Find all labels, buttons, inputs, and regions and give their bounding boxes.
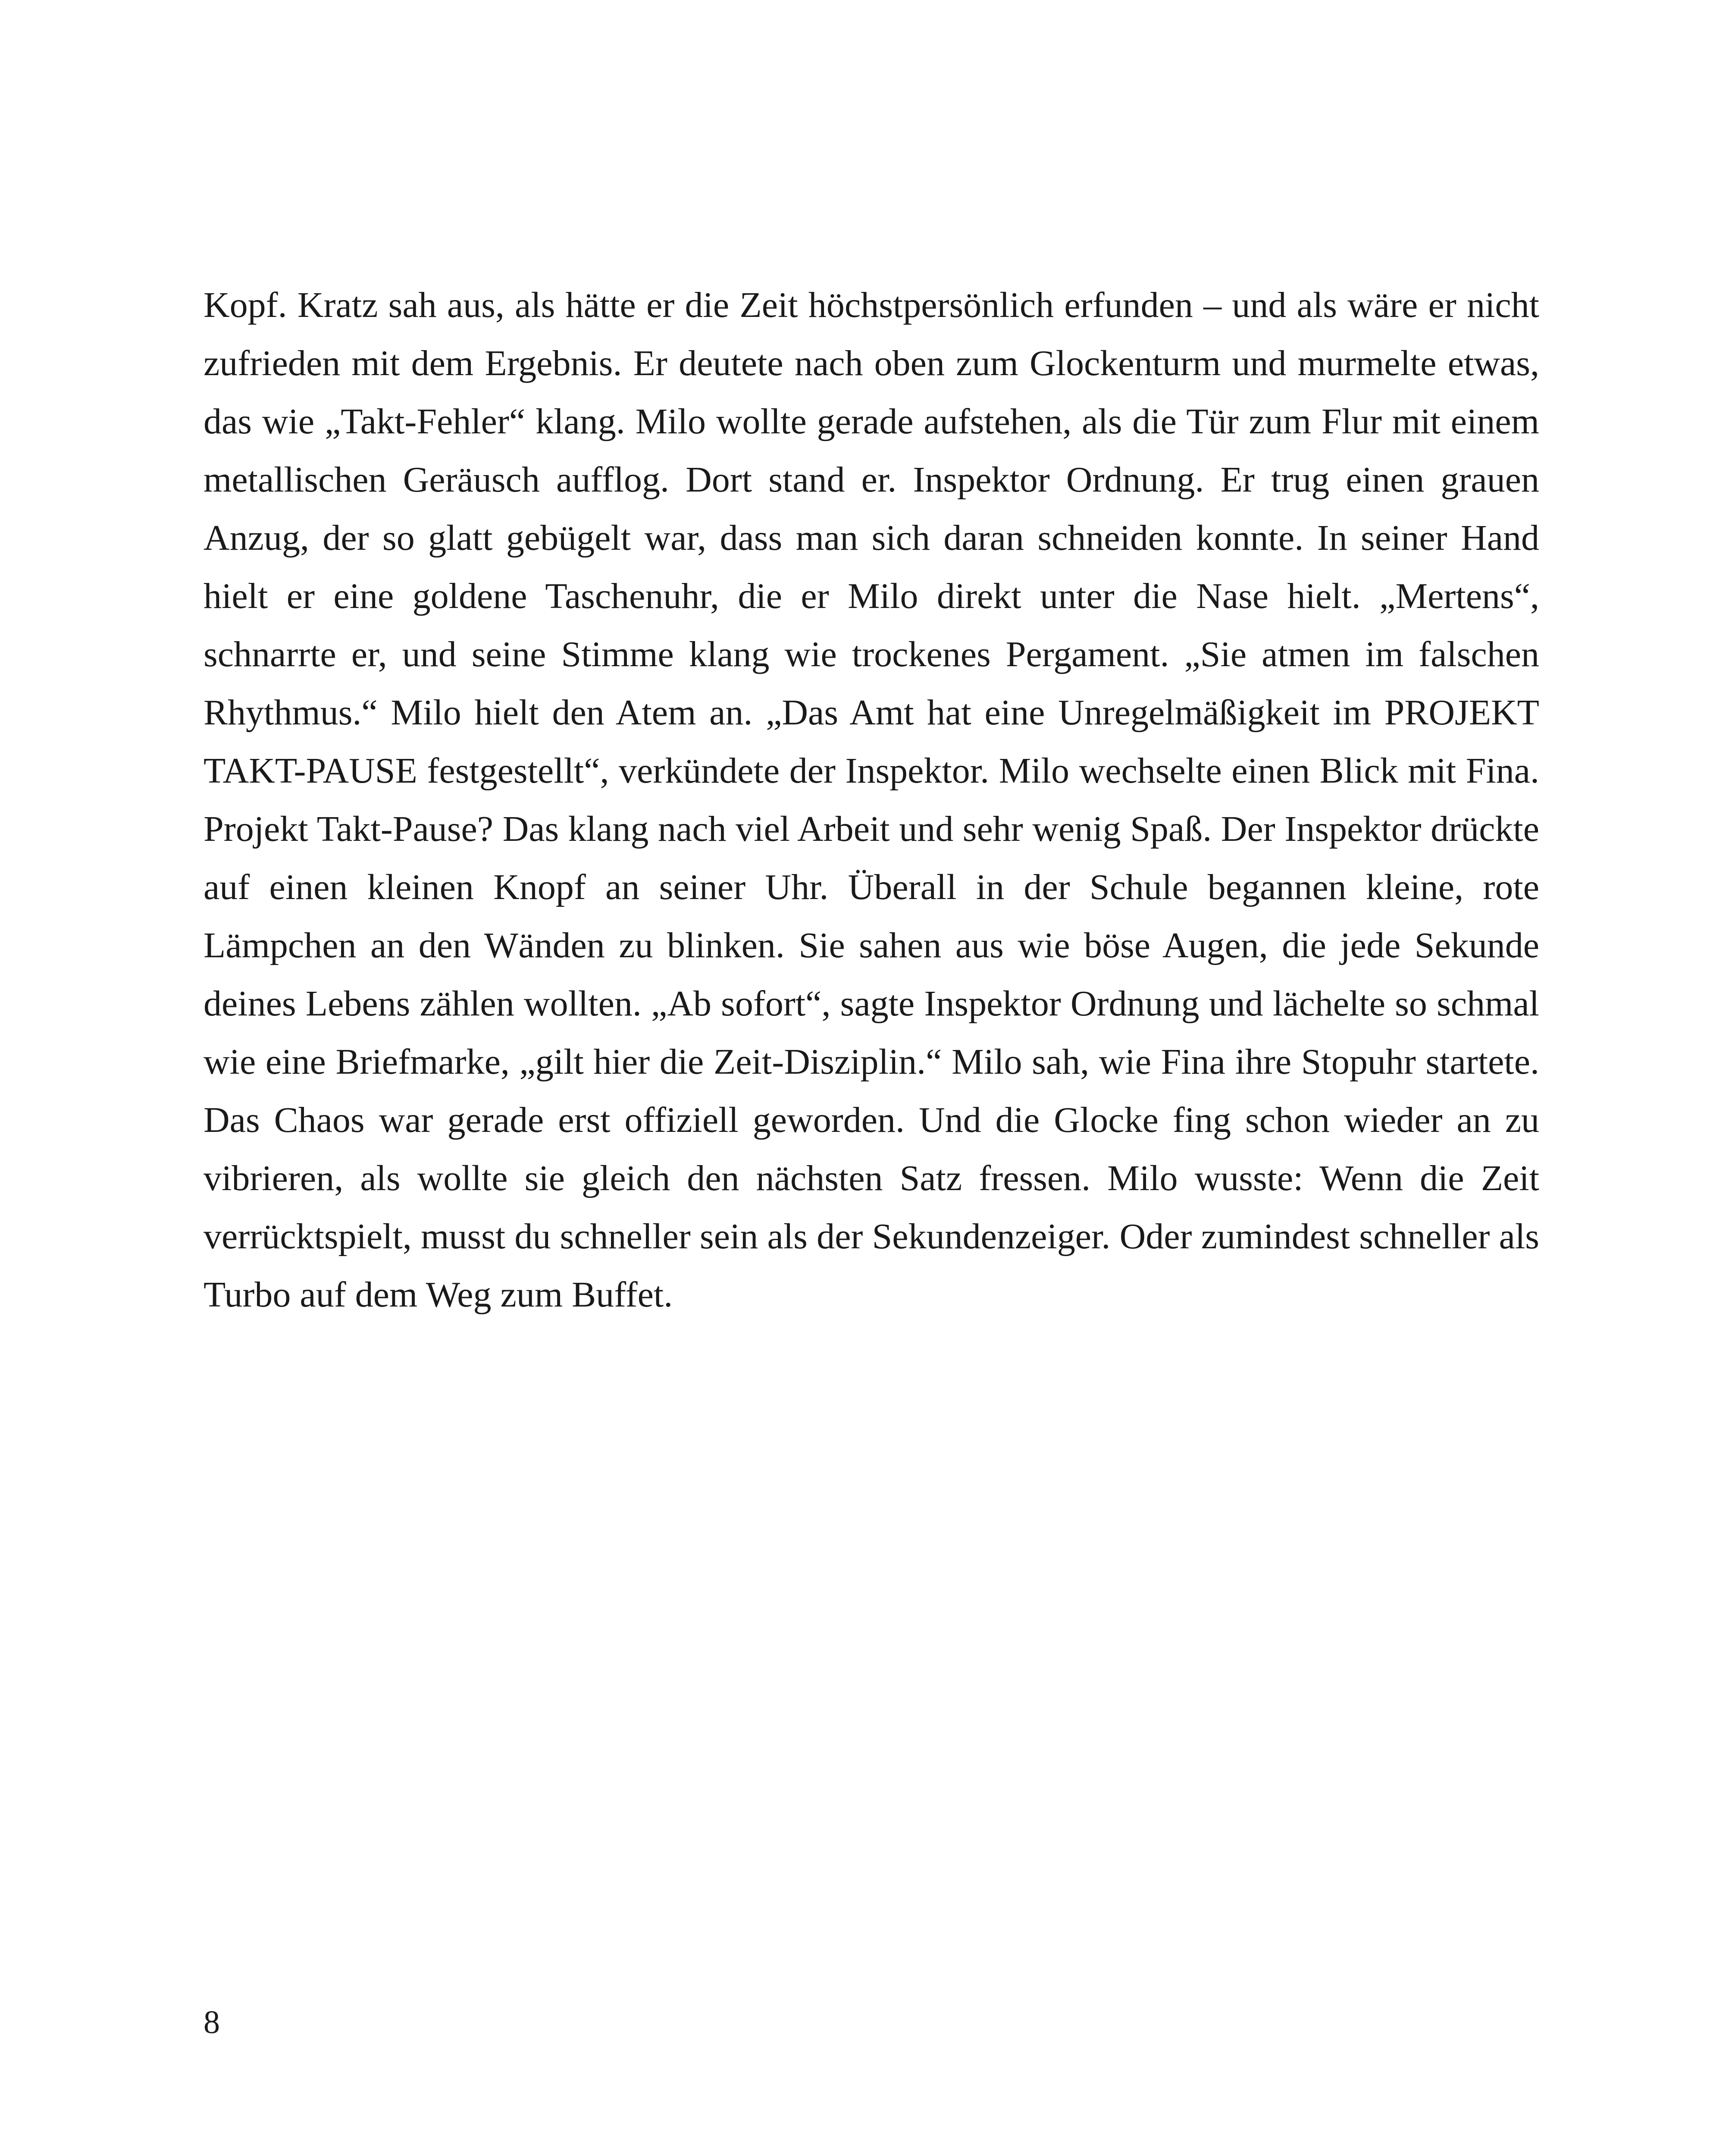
body-paragraph: Kopf. Kratz sah aus, als hätte er die Zeit höchstpersönlich erfunden – und als wäre er nicht zufrieden mit dem Ergebnis. Er deutete nach oben zum Glockenturm und murmelte etwas, das wie „Takt-Fehler“ klang. Milo wollte gerade aufstehen, als die Tür zum Flur mit einem metallischen Geräusch aufflog. Dort stand er. Inspektor Ordnung. Er trug einen grauen Anzug, der so glatt gebügelt war, dass man sich daran schneiden konnte. In seiner Hand hielt er eine goldene Taschenuhr, die er Milo direkt unter die Nase hielt. „Mertens“, schnarrte er, und seine Stimme klang wie trockenes Pergament. „Sie atmen im falschen Rhythmus.“ Milo hielt den Atem an. „Das Amt hat eine Unregelmäßigkeit im PROJEKT TAKT-PAUSE festgestellt“, verkündete der Inspektor. Milo wechselte einen Blick mit Fina. Projekt Takt-Pause? Das klang nach viel Arbeit und sehr wenig Spaß. Der Inspektor drückte auf einen kleinen Knopf an seiner Uhr. Überall in der Schule begannen kleine, rote Lämpchen an den Wänden zu blinken. Sie sahen aus wie böse Augen, die jede Sekunde deines Lebens zählen wollten. „Ab sofort“, sagte Inspektor Ordnung und lächelte so schmal wie eine Briefmarke, „gilt hier die Zeit-Disziplin.“ Milo sah, wie Fina ihre Stopuhr startete. Das Chaos war gerade erst offiziell geworden. Und die Glocke fing schon wieder an zu vibrieren, als wollte sie gleich den nächsten Satz fressen. Milo wusste: Wenn die Zeit verrücktspielt, musst du schneller sein als der Sekundenzeiger. Oder zumindest schneller als Turbo auf dem Weg zum Buffet. — [204, 285, 1539, 1315]
page-number: 8 — [204, 2004, 220, 2040]
